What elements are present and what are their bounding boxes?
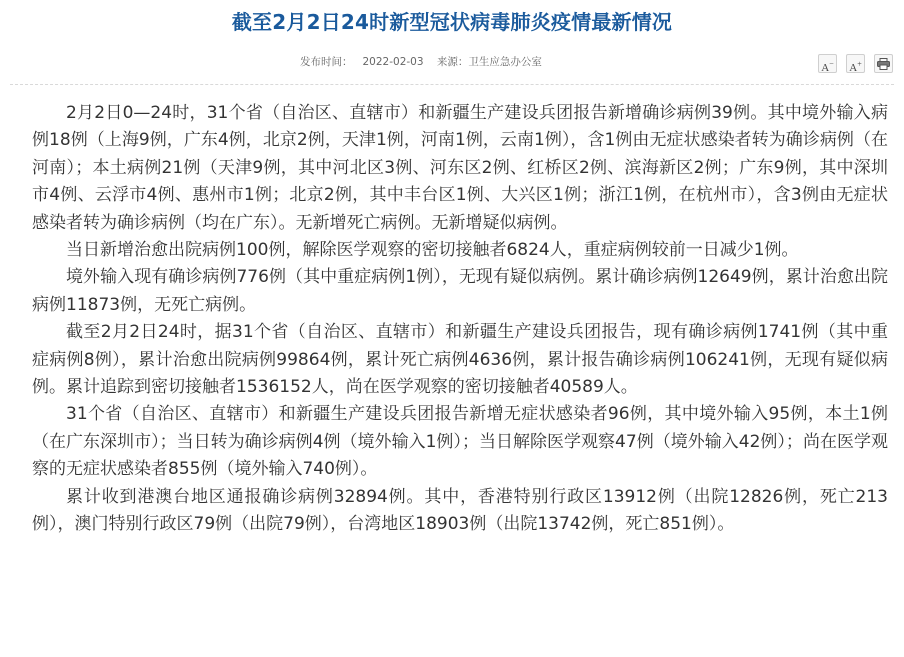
article-body [32,100,888,539]
article-meta [300,55,552,69]
source-name: 卫生应急办公室 [468,56,542,68]
publish-time-label: 发布时间： [300,56,353,68]
font-decrease-icon: A− [821,59,834,74]
printer-icon [877,58,890,70]
paragraph: 2月2日0—24时，31个省（自治区、直辖市）和新疆生产建设兵团报告新增确诊病例39例。其中境外输入病例18例（上海9例，广东4例，北京2例，天津1例，河南1例，云南1例），含1例由无症状感染者转为确诊病例（在河南）；本土病例21例（天津9例，其中河北区3例、河东区2例、红桥区2例、滨海新区2例；广东9例，其中深圳市4例、云浮市4例、惠州市1例；北京2例，其中丰台区1例、大兴区1例；浙江1例，在杭州市），含3例由无症状感染者转为确诊病例（均在广东）。无新增死亡病例。无新增疑似病例。 [32,103,888,233]
font-decrease-button[interactable] [818,54,837,73]
source-label: 来源： [436,56,469,68]
paragraph: 境外输入现有确诊病例776例（其中重症病例1例），无现有疑似病例。累计确诊病例12649例，累计治愈出院病例11873例，无死亡病例。 [32,267,888,315]
page-title: 截至2月2日24时新型冠状病毒肺炎疫情最新情况 [231,10,673,34]
paragraph: 累计收到港澳台地区通报确诊病例32894例。其中，香港特别行政区13912例（出院12826例，死亡213例），澳门特别行政区79例（出院79例），台湾地区18903例（出院13742例，死亡851例）。 [32,486,888,535]
header-divider [10,84,894,85]
paragraph: 截至2月2日24时，据31个省（自治区、直辖市）和新疆生产建设兵团报告，现有确诊病例1741例（其中重症病例8例），累计治愈出院病例99864例，累计死亡病例4636例，累计报告确诊病例106241例，无现有疑似病例。累计追踪到密切接触者1536152人，尚在医学观察的密切接触者40589人。 [32,322,888,398]
paragraph: 31个省（自治区、直辖市）和新疆生产建设兵团报告新增无症状感染者96例，其中境外输入95例，本土1例（在广东深圳市）；当日转为确诊病例4例（境外输入1例）；当日解除医学观察47例（境外输入42例）；尚在医学观察的无症状感染者855例（境外输入740例）。 [32,404,888,480]
publish-date: 2022-02-03 [362,56,424,68]
paragraph: 当日新增治愈出院病例100例，解除医学观察的密切接触者6824人，重症病例较前一日减少1例。 [66,240,799,261]
print-button[interactable] [874,54,893,73]
font-increase-icon: A+ [849,59,862,74]
font-increase-button[interactable] [846,54,865,73]
